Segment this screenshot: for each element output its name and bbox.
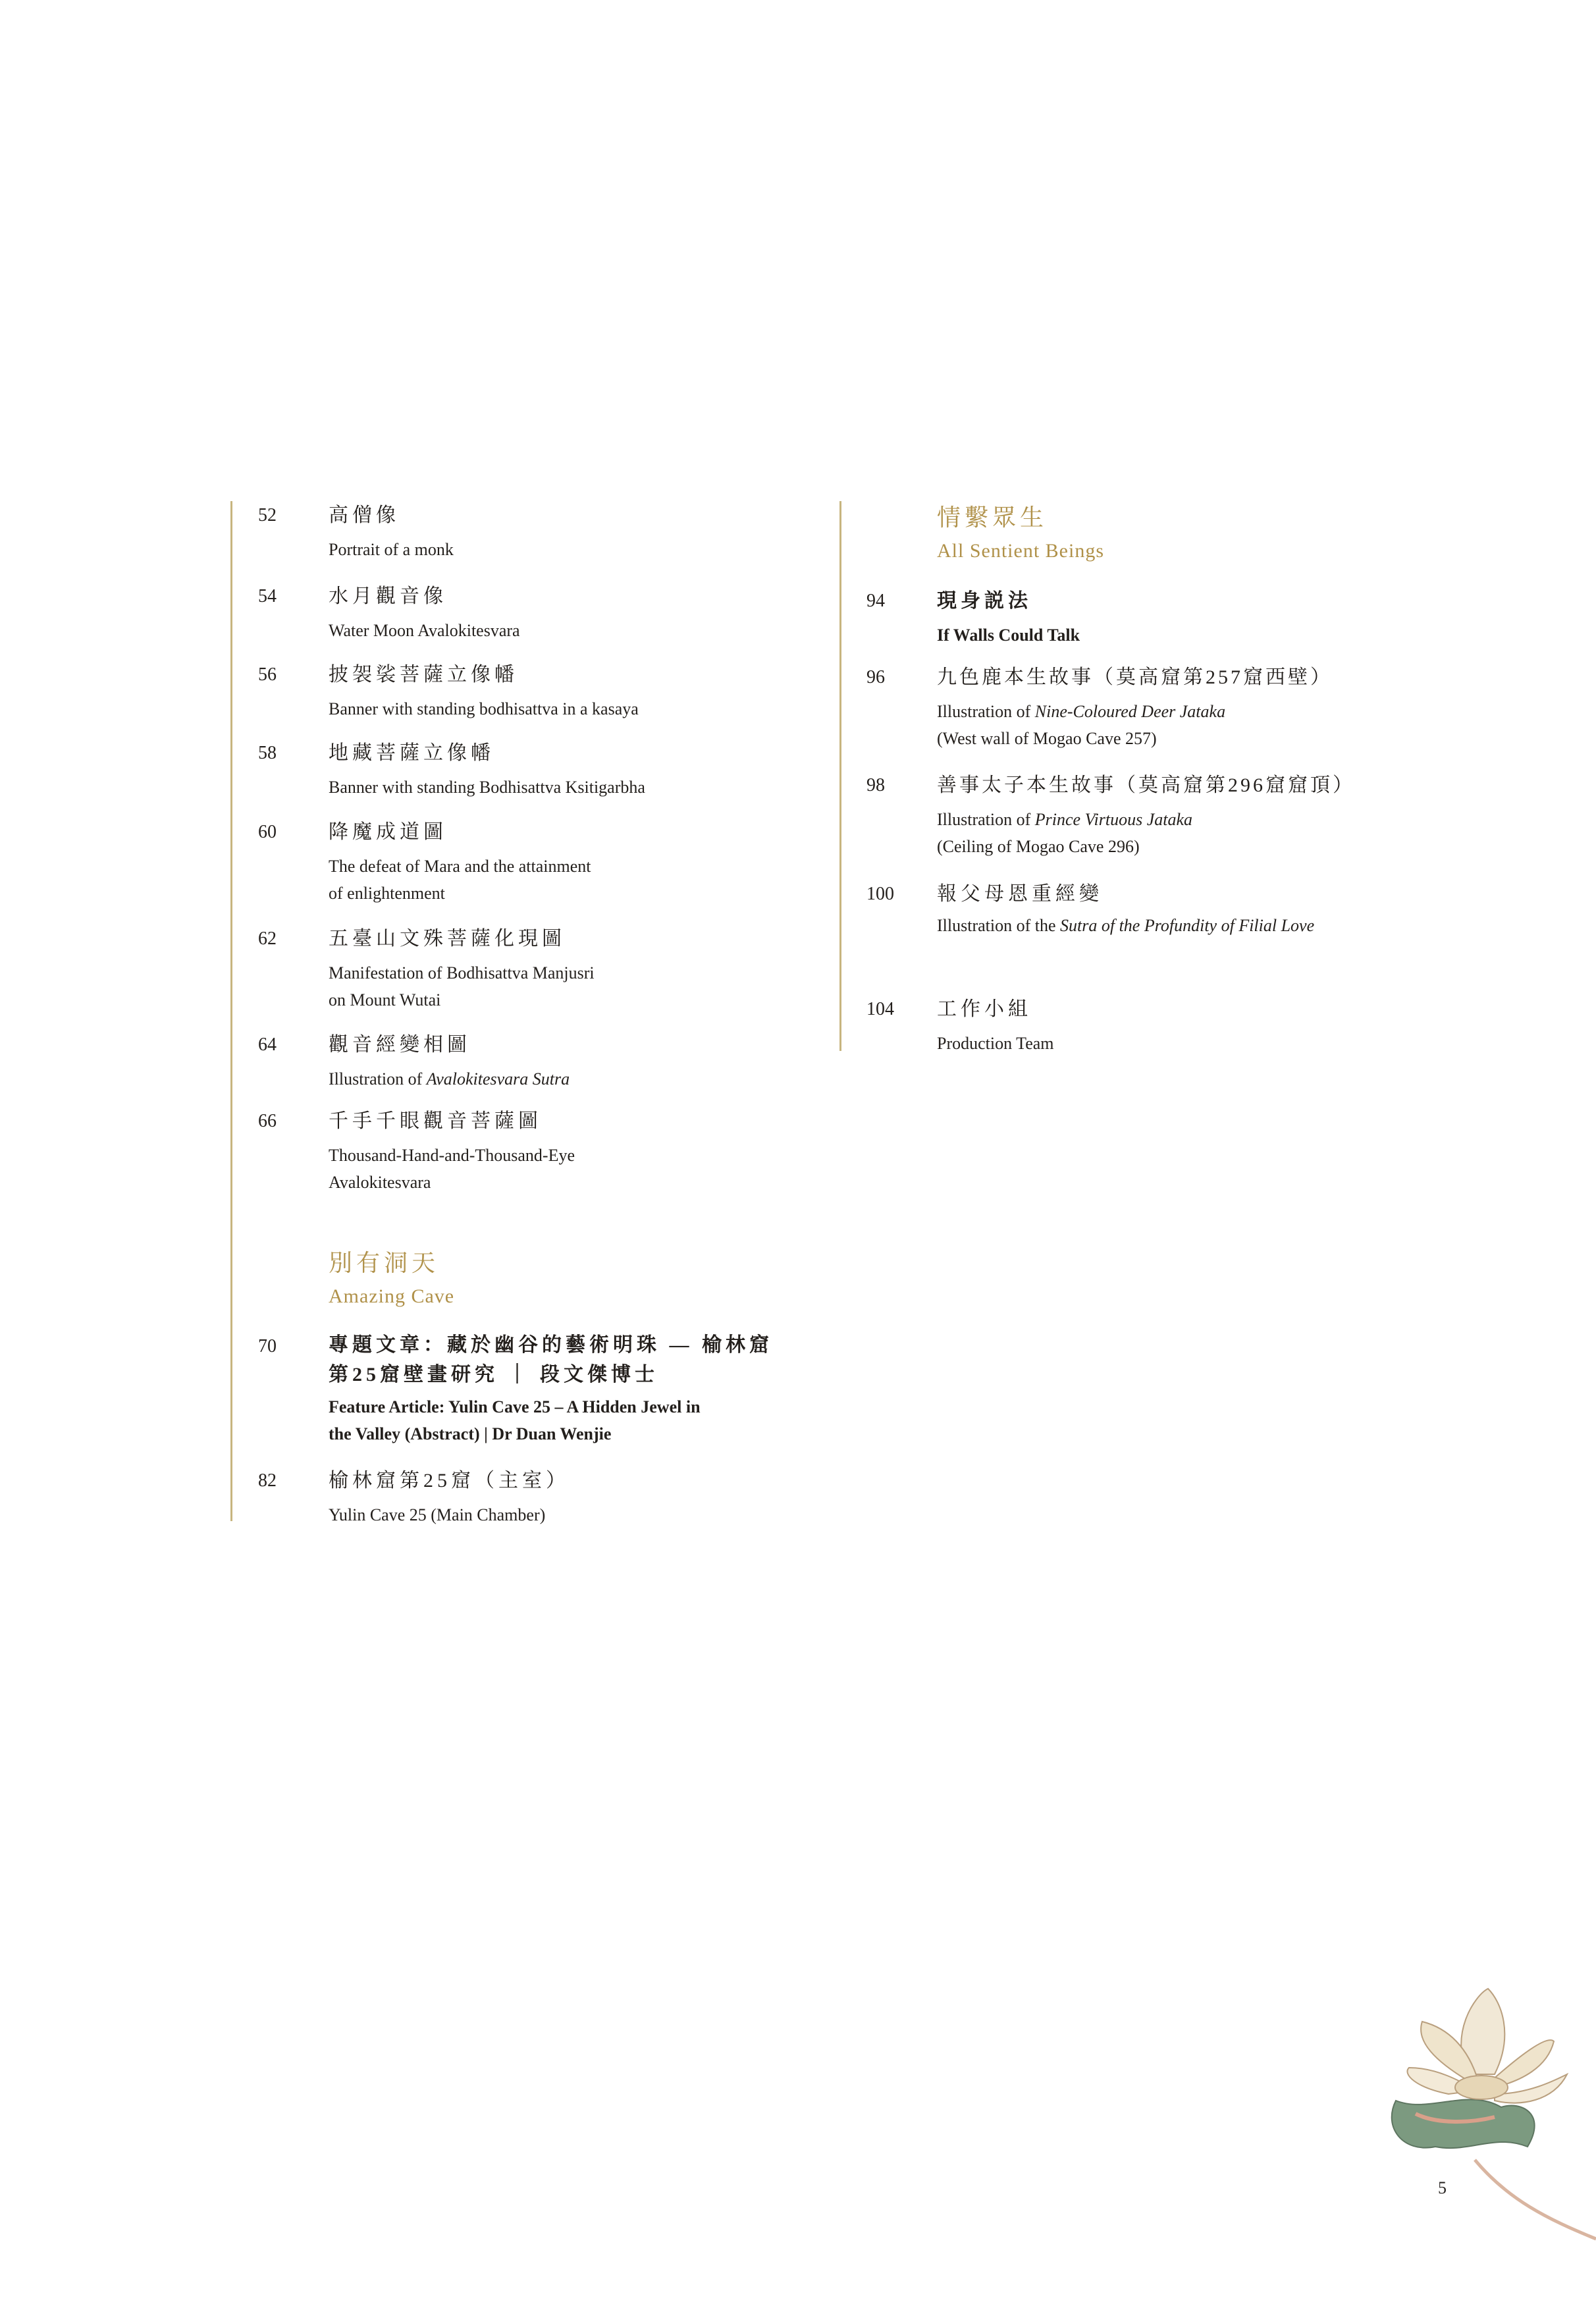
toc-entry-66[interactable] [258,1105,824,1196]
title-en-italic: Avalokitesvara Sutra [426,1069,570,1088]
title-en: Banner with standing Bodhisattva Ksitigarbha [329,778,645,797]
section-heading-all-sentient-beings [937,501,1525,566]
toc-entry-70[interactable] [258,1330,824,1447]
page-number: 82 [258,1470,277,1491]
toc-entry-64[interactable] [258,1029,824,1092]
right-column-rule [839,501,841,1051]
toc-entry-56[interactable] [258,658,824,722]
title-zh: 高僧像 [329,504,400,526]
toc-entry-82[interactable] [258,1464,824,1528]
toc-entry-62[interactable] [258,923,824,1013]
title-zh: 地藏菩薩立像幡 [329,742,494,764]
section-heading-en: Amazing Cave [329,1285,455,1307]
toc-left-column [258,499,824,1528]
title-en: Banner with standing bodhisattva in a kasaya [329,699,639,718]
title-zh: 專題文章：藏於幽谷的藝術明珠 — 榆林窟 [329,1334,773,1356]
toc-right-column [866,501,1525,1057]
title-zh: 披袈裟菩薩立像幡 [329,664,518,685]
title-en: Water Moon Avalokitesvara [329,621,520,640]
title-en-prefix: Illustration of [937,810,1035,829]
page-number: 70 [258,1336,277,1356]
page-number: 58 [258,743,277,763]
title-en [937,912,1525,939]
toc-entry-94[interactable] [866,585,1525,649]
title-zh: 降魔成道圖 [329,821,447,843]
toc-entry-54[interactable] [258,580,824,644]
toc-entry-60[interactable] [258,816,824,907]
page-number: 66 [258,1111,277,1131]
title-en: If Walls Could Talk [937,626,1080,645]
title-en-line2: Avalokitesvara [329,1173,431,1192]
title-zh: 報父母恩重經變 [937,883,1103,905]
title-en: Yulin Cave 25 (Main Chamber) [329,1505,546,1524]
title-en [937,806,1525,833]
title-en: Feature Article: Yulin Cave 25 – A Hidden Jewel in [329,1397,701,1416]
title-zh: 五臺山文殊菩薩化現圖 [329,928,566,950]
title-en: Thousand-Hand-and-Thousand-Eye [329,1146,575,1165]
title-zh: 善事太子本生故事（莫高窟第296窟窟頂） [937,774,1355,796]
title-en-prefix: Illustration of the [937,916,1061,935]
title-zh-line2: 第25窟壁畫研究 ｜ 段文傑博士 [329,1364,658,1385]
page-number: 54 [258,586,277,606]
title-en-line2: (Ceiling of Mogao Cave 296) [937,837,1140,856]
page-number: 64 [258,1034,277,1055]
title-en: Production Team [937,1034,1054,1053]
title-zh: 現身説法 [937,590,1032,612]
page-number: 56 [258,664,277,685]
title-zh: 工作小組 [937,998,1032,1020]
title-en-italic: Nine-Coloured Deer Jataka [1034,702,1226,721]
title-en [937,698,1525,725]
page-number: 98 [866,775,885,795]
title-en-prefix: Illustration of [329,1069,427,1088]
page-number: 100 [866,884,894,904]
title-en [329,1065,824,1092]
toc-entry-52[interactable] [258,499,824,563]
title-zh: 水月觀音像 [329,585,447,607]
title-en-line2: of enlightenment [329,884,445,903]
title-en: Portrait of a monk [329,540,454,559]
title-en-line2: the Valley (Abstract) | Dr Duan Wenjie [329,1424,612,1443]
section-heading-en: All Sentient Beings [937,540,1104,562]
page-number: 60 [258,822,277,842]
left-column-rule [230,501,232,1521]
title-en-italic: Prince Virtuous Jataka [1034,810,1193,829]
toc-entry-98[interactable] [866,769,1525,860]
section-heading-amazing-cave [329,1247,824,1311]
page-number-footer: 5 [1438,2178,1447,2197]
title-en-line2: (West wall of Mogao Cave 257) [937,729,1157,748]
toc-entry-104[interactable] [866,993,1525,1057]
title-en-italic: Sutra of the Profundity of Filial Love [1060,916,1315,935]
title-zh: 觀音經變相圖 [329,1034,471,1056]
title-zh: 九色鹿本生故事（莫高窟第257窟西壁） [937,666,1333,688]
page-number: 62 [258,928,277,949]
page-number: 104 [866,999,894,1019]
page-number: 52 [258,505,277,525]
title-en: Manifestation of Bodhisattva Manjusri [329,963,595,982]
title-zh: 千手千眼觀音菩薩圖 [329,1110,542,1132]
toc-entry-58[interactable] [258,737,824,801]
title-zh: 榆林窟第25窟（主室） [329,1470,570,1491]
title-en: The defeat of Mara and the attainment [329,857,591,876]
page-number: 96 [866,667,885,687]
lotus-illustration [1376,1982,1596,2245]
title-en-prefix: Illustration of [937,702,1035,721]
page-number: 94 [866,591,885,611]
toc-entry-100[interactable] [866,878,1525,939]
section-heading-zh: 情繫眾生 [937,504,1048,531]
title-en-line2: on Mount Wutai [329,990,441,1009]
toc-entry-96[interactable] [866,661,1525,752]
section-heading-zh: 別有洞天 [329,1250,440,1276]
